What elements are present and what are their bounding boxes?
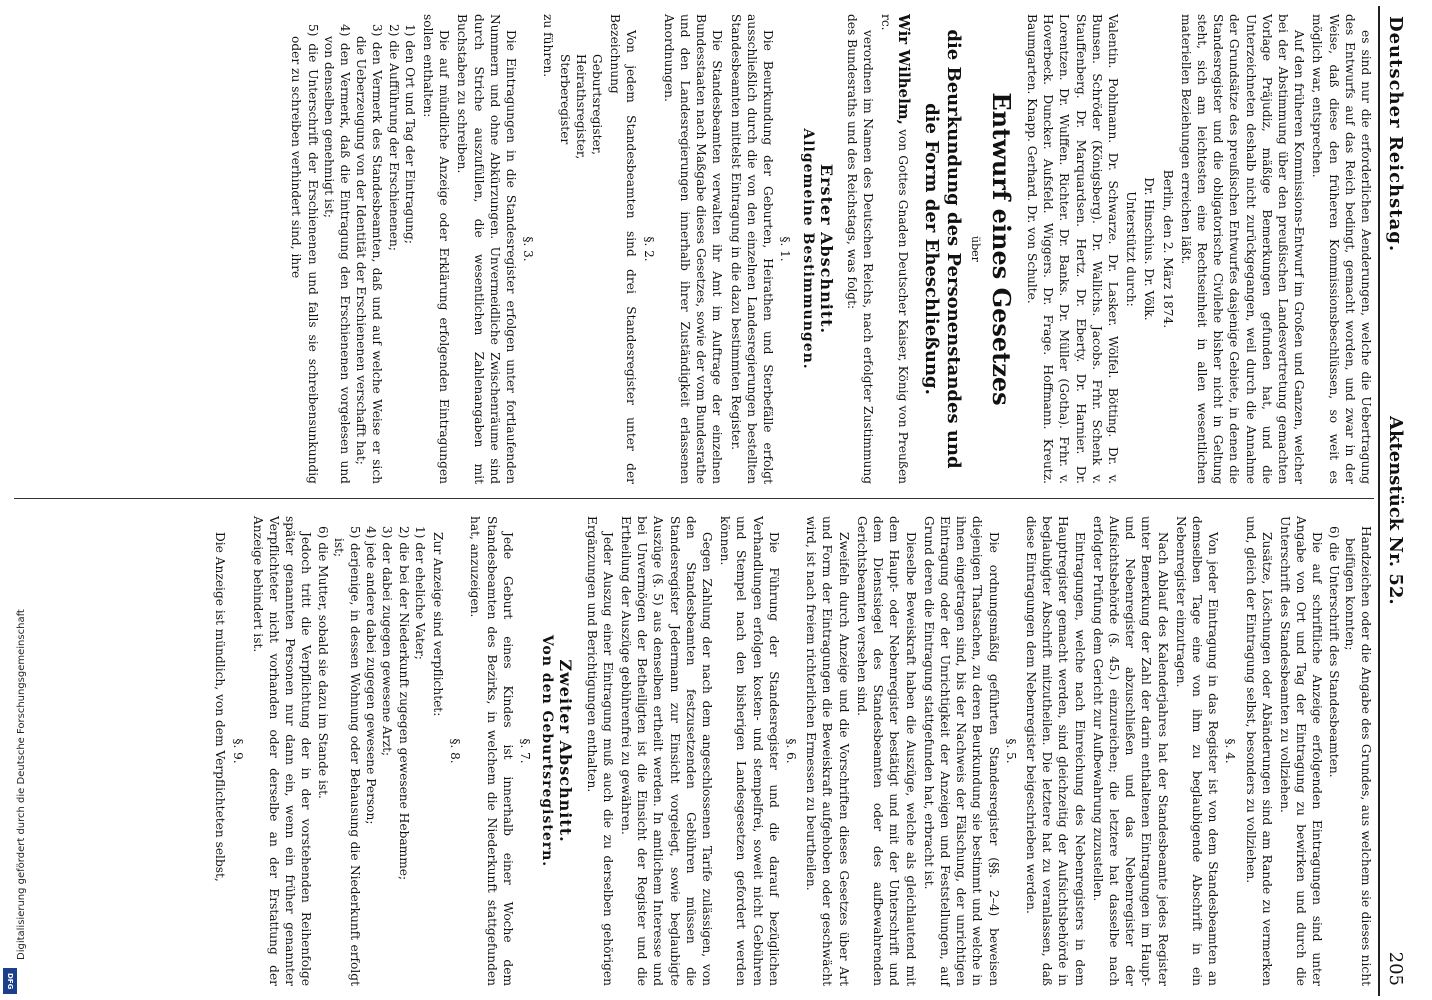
signer-list: Valentin. Pohlmann. Dr. Schwarze. Dr. Lasker. Wölfel. Bötting. Dr. v. Bunsen. Schröder (Königsberg). Dr. Wallichs. Jacobs. Frhr. Schenk v. Stauffenberg. Dr. Marquardsen. Hertz. Dr. Eberty. Dr. Harnier. Dr. Lorentzen. Dr. Wulffen. Richter. Dr. Banks. Dr. Müller (Gotha). Frhr. v. Hoverbeck. Duncker. Aufsfeld. Wiggers. Dr. Frage. Hoffmann. Kreutz. Baumgarten. Knapp. Gerhard. Dr. von Schulte. xyxy=(1024,14,1120,484)
law-subtitle: die Beurkundung des Personenstandes und die Form der Eheschließung. xyxy=(920,29,964,469)
intro-paragraph-2: Auf den früheren Kommissions-Entwurf im Großen und Ganzen, welcher bei der Abstimmung über den preußischen Landesvertretung gemachten Vorlage Präjudiz, mäßige Bemerkungen gefunden hat, und die Unterzeichneten deshalb nicht zurückgegangen, weil durch die Annahme der Grundsätze des preußischen Entwurfes dasjenige Gebiete, in denen die Standesregister und die obligatorische Civilehe bisher nicht in Geltung steht, sich am leichtesten eine Rechtseinheit in allen wesentlichen materiellen Beziehungen erreichen läßt. xyxy=(1178,14,1307,484)
paragraph-2-number: §. 2. xyxy=(641,236,656,262)
register-birth: Geburtsregister, xyxy=(590,54,605,156)
list-item: 4) den Vermerk, daß die Eintragung den Erschienenen vorgelesen und von denselben genehmigt ist; xyxy=(321,24,353,484)
list-item: 6) die Mutter, sobald sie dazu im Stande ist. xyxy=(315,526,330,799)
paragraph-3-text-3: Die auf schriftliche Anzeige erfolgenden Eintragungen sind unter Angabe von Ort und Tag der Eintragung zu bewirken und durch die Unterschrift des Standesbeamten zu vollziehen. xyxy=(1277,516,1325,986)
paragraph-8-text-2: Jedoch tritt die Verpflichtung der in der vorstehenden Reihenfolge später genannten Personen nur dann ein, wenn ein früher genannter Verpflichteter nicht vorhanden oder derselbe an der Erstattung der Anzeige behindert ist. xyxy=(250,516,314,986)
list-item: 3) den Vermerk des Standesbeamten, daß und auf welche Weise er sich die Ueberzeugung von der Identität der Erschienenen verschafft hat; xyxy=(354,24,385,484)
paragraph-7-number: §. 7. xyxy=(518,738,533,764)
list-item: 2) die Aufführung der Erschienenen; xyxy=(386,24,401,251)
paragraph-6-number: §. 6. xyxy=(784,738,799,764)
paragraph-4-text-3: Eintragungen, welche nach Einreichung des Nebenregisters in dem Hauptregister gemacht werden, sind gleichzeitig der Aufsichtsbehörde in beglaubigter Abschrift mitzutheilen. Die letztere hat zu veranlassen, daß diese Eintragungen dem Nebenregister beigeschrieben werden. xyxy=(1023,516,1087,986)
list-item: 2) die bei der Niederkunft zugegen gewesene Hebamme; xyxy=(396,526,411,881)
paragraph-6-text-3: Jeder Auszug einer Eintragung muß auch die zu derselben gehörigen Ergänzungen und Berichtigungen enthalten. xyxy=(584,516,615,986)
list-item: 6) die Unterschrift des Standesbeamten. xyxy=(1326,526,1341,778)
supported-by: Unterstützt durch: xyxy=(1124,191,1139,307)
paragraph-9-text: Die Anzeige ist mündlich, von dem Verpflichteten selbst, xyxy=(213,532,228,882)
page-header xyxy=(1382,6,1410,996)
left-column xyxy=(288,14,1374,484)
register-death: Sterberegister xyxy=(557,54,572,145)
preamble-title: von Gottes Gnaden Deutscher Kaiser, König von Preußen rc. xyxy=(879,14,910,485)
register-marriage: Heirathsregister, xyxy=(573,54,588,160)
paragraph-4-text-2: Nach Ablauf des Kalenderjahres hat der Standesbeamte jedes Register unter Bemerkung der Zahl der darin enthaltenen Eintragungen im Haupt- und Nebenregister abzuschließen und das Nebenregister der Aufsichtsbehörde (§. 45.) einzureichen; die letztere hat dasselbe nach erfolgter Prüfung dem Gericht zur Aufbewahrung zuzustellen. xyxy=(1090,516,1170,986)
paragraph-2-end: zu führen. xyxy=(541,14,556,78)
paragraph-1-text: Die Beurkundung der Geburten, Heirathen und Sterbefälle erfolgt ausschließlich durch die von den einzelnen Landesregierungen bestellten Standesbeamten mittelst Eintragung in die dazu bestimmten Register. xyxy=(728,14,776,484)
paragraph-7-text: Jede Geburt eines Kindes ist innerhalb einer Woche dem Standesbeamten des Bezirks, in welchem die Niederkunft stattgefunden hat, anzuzeigen. xyxy=(468,516,515,986)
journal-title: Deutscher Reichstag. xyxy=(1385,16,1406,253)
list-item: 5) die Unterschrift der Erschienenen und falls sie schreibensunkundig oder zu schreiben verhindert sind, ihre xyxy=(289,24,320,484)
list-item: 1) den Ort und Tag der Eintragung; xyxy=(402,24,417,244)
paragraph-3-number: §. 3. xyxy=(521,236,536,262)
primary-signers: Dr. Hinschius. Dr. Völk. xyxy=(1142,177,1157,321)
header-rule xyxy=(1378,6,1380,996)
page-number: 205 xyxy=(1385,951,1406,986)
intro-paragraph: es sind nur die erforderlichen Aenderungen, welche die Uebertragung des Entwurfs auf das Reich bedingt, gemacht worden, und zwar in der Weise, daß diese den früheren Kommissionsbeschlüssen, so weit es möglich war, entsprechen. xyxy=(1310,14,1373,484)
list-item: 4) jede andere dabei zugegen gewesene Person; xyxy=(364,526,379,825)
rotated-page xyxy=(0,6,1410,996)
paragraph-4-text: Von jeder Eintragung in das Register ist von dem Standesbeamten an demselben Tage eine von ihm zu beglaubigende Abschrift in ein Nebenregister einzutragen. xyxy=(1173,516,1221,986)
dfg-logo-icon: DFG xyxy=(3,968,17,994)
preamble-wir-wilhelm: Wir Wilhelm, xyxy=(894,14,913,125)
section-1-subheading: Allgemeine Bestimmungen. xyxy=(799,128,816,370)
section-2-subheading: Von den Geburtsregistern. xyxy=(539,634,556,868)
paragraph-8-number: §. 8. xyxy=(448,738,463,764)
paragraph-5-text-3: Zweifeln durch Anzeige und die Vorschriften dieses Gesetzes über Art und Form der Eintragungen die Beweiskraft aufgehoben oder geschwächt wird, ist nach freiem richterlichen Ermessen zu beurtheilen. xyxy=(804,516,851,986)
date-line: Berlin, den 2. März 1874. xyxy=(1160,169,1175,329)
paragraph-6-text-2: Gegen Zahlung der nach dem angeschlossenen Tarife zulässigen, von den Standesbeamten festzusetzenden Gebühren müssen die Standesregister Jedermann zur Einsicht vorgelegt, sowie beglaubigte Auszüge (§. 5) aus denselben ertheilt werden. In amtlichem Interesse und bei Unvermögen der Betheiligten ist die Einsicht der Register und die Ertheilung der Auszüge gebührenfrei zu gewähren. xyxy=(619,516,715,986)
paragraph-9-number: §. 9. xyxy=(230,738,245,764)
column-divider xyxy=(14,498,1374,499)
paragraph-3-text: Die Eintragungen in die Standesregister erfolgen unter fortlaufenden Nummern und ohne Abkürzungen. Unvermeidliche Zwischenräume sind durch Striche auszufüllen, die wesentlichen Zahlenangaben mit Buchstaben zu schreiben. xyxy=(455,14,519,484)
section-2-heading: Zweiter Abschnitt. xyxy=(556,659,576,843)
paragraph-1-text-2: Die Standesbeamten verwalten ihr Amt im Auftrage der einzelnen Bundesstaaten nach Maßgabe dieses Gesetzes, sowie der vom Bundesrathe und den Landesregierungen innerhalb ihrer Zuständigkeit erlassenen Anordnungen. xyxy=(661,14,725,484)
digitization-sidebar xyxy=(0,0,27,1000)
paragraph-4-number: §. 4. xyxy=(1223,738,1238,764)
list-item-continued: Handzeichen oder die Angabe des Grundes, aus welchem sie dieses nicht beifügen konnten; xyxy=(1342,526,1373,986)
list-item: 1) der eheliche Vater; xyxy=(412,526,427,660)
paragraph-8-text: Zur Anzeige sind verpflichtet: xyxy=(431,532,446,717)
paragraph-2-text: Von jedem Standesbeamten sind drei Standesregister unter der Bezeichnung xyxy=(608,14,639,484)
law-title-ueber: über xyxy=(968,236,982,262)
right-column xyxy=(210,516,1374,986)
paragraph-3-text-4: Zusätze, Löschungen oder Abänderungen sind am Rande zu vermerken und, gleich der Eintragung selbst, besonders zu vollziehen. xyxy=(1243,516,1274,986)
paragraph-5-number: §. 5. xyxy=(1003,738,1018,764)
paragraph-3-text-2: Die auf mündliche Anzeige oder Erklärung erfolgenden Eintragungen sollen enthalten: xyxy=(421,14,452,484)
paragraph-5-text-2: Dieselbe Beweiskraft haben die Auszüge, welche als gleichlautend mit dem Haupt- oder Nebenregister bestätigt und mit der Unterschrift und dem Dienstsiegel des Standesbeamten oder des aufbewahrenden Gerichtsbeamten versehen sind. xyxy=(854,516,918,986)
digitization-note: Digitalisierung gefördert durch die Deutsche Forschungsgemeinschaft xyxy=(16,609,27,960)
preamble-ordain: verordnen im Namen des Deutschen Reichs, nach erfolgter Zustimmung des Bundesraths und des Reichstags, was folgt: xyxy=(844,14,876,484)
paragraph-1-number: §. 1. xyxy=(778,236,793,262)
preamble xyxy=(878,14,911,484)
law-title: Entwurf eines Gesetzes xyxy=(986,92,1016,406)
section-1-heading: Erster Abschnitt. xyxy=(816,163,836,335)
paragraph-5-text: Die ordnungsmäßig geführten Standesregister (§§. 2–4) beweisen diejenigen Thatsachen, zu deren Beurkundung sie bestimmt und welche in ihnen eingetragen sind, bis der Nachweis der Fälschung, der unrichtigen Eintragung oder der Unrichtigkeit der Anzeigen und Feststellungen, auf Grund deren die Eintragung stattgefunden hat, erbracht ist. xyxy=(921,516,1001,986)
annex-number: Aktenstück Nr. 52. xyxy=(1385,416,1406,605)
list-item: 5) derjenige, in dessen Wohnung oder Behausung die Niederkunft erfolgt ist; xyxy=(331,526,363,986)
paragraph-6-text: Die Führung der Standesregister und die darauf bezüglichen Verhandlungen erfolgen kosten- und stempelfrei, soweit nicht Gebühren und Stempel nach den bisherigen Landesgesetzen gefordert werden können. xyxy=(718,516,781,986)
list-item: 3) der dabei zugegen gewesene Arzt; xyxy=(380,526,395,757)
